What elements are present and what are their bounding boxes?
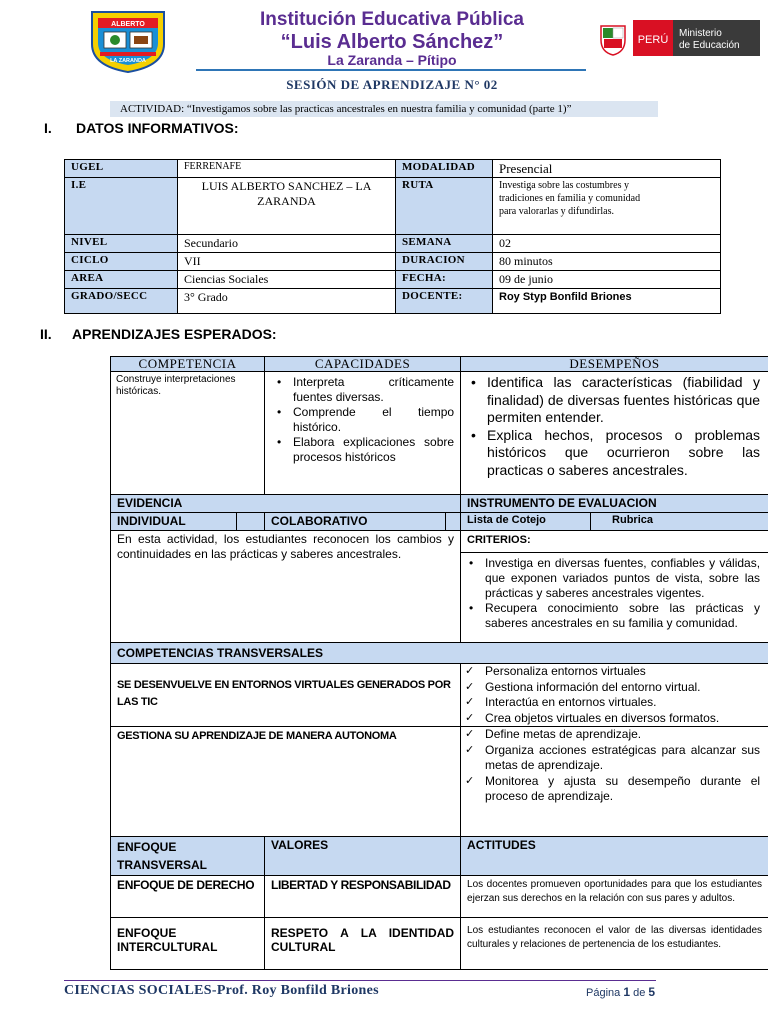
ie-label: I.E	[65, 178, 178, 235]
capacidades-list	[269, 375, 454, 465]
ministry-country: PERÚ	[637, 34, 669, 46]
rubrica-label: Rubrica	[591, 513, 768, 531]
evidencia-row	[111, 495, 768, 513]
modalidad-value: Presencial	[493, 160, 721, 178]
modalidad-label: MODALIDAD	[396, 160, 493, 178]
list-item: • Investiga en diversas fuentes, confiables y válidas, que exponen variados puntos de vista, sobre las prácticas y saberes ancestrales vigentes.	[461, 556, 760, 601]
docente-label: DOCENTE:	[396, 289, 493, 314]
autonoma-competencia: GESTIONA SU APRENDIZAJE DE MANERA AUTONOMA	[111, 727, 461, 837]
institution-place: La Zaranda – Pítipo	[327, 52, 457, 68]
duracion-label: DURACION	[396, 253, 493, 271]
list-item: ✓ Define metas de aprendizaje.	[461, 727, 760, 743]
ie-value: LUIS ALBERTO SANCHEZ – LA ZARANDA	[178, 178, 396, 235]
page-word: Página	[586, 987, 621, 999]
section-2-number: II.	[40, 326, 52, 342]
tic-list	[461, 664, 760, 726]
enfoque-actitud: Los docentes promueven oportunidades para que los estudiantes ejerzan sus derechos en la relación con sus pares y adultos.	[461, 876, 768, 918]
nivel-value: Secundario	[178, 235, 396, 253]
ministry-logo	[597, 20, 760, 56]
valores-header: VALORES	[265, 837, 461, 876]
area-value: Ciencias Sociales	[178, 271, 396, 289]
learning-content-row	[111, 372, 768, 495]
logo-text-top: ALBERTO	[111, 21, 145, 28]
list-item: • Recupera conocimiento sobre las prácticas y saberes ancestrales en su familia y comunidad.	[461, 601, 760, 631]
enfoque-header: ENFOQUE TRANSVERSAL	[111, 837, 265, 876]
list-item: ✓ Gestiona información del entorno virtual.	[461, 680, 760, 696]
capacidades-header: CAPACIDADES	[265, 357, 461, 372]
enfoque-name: ENFOQUE INTERCULTURAL	[111, 918, 265, 970]
page-number	[586, 985, 655, 999]
institution-type: Institución Educativa Pública	[260, 9, 524, 30]
evidencia-subheader-row	[111, 513, 768, 531]
list-item: • Elabora explicaciones sobre procesos históricos	[269, 435, 454, 465]
desempenos-header: DESEMPEÑOS	[461, 357, 768, 372]
instrumento-header: INSTRUMENTO DE EVALUACION	[461, 495, 768, 513]
list-item: ✓ Organiza acciones estratégicas para alcanzar sus metas de aprendizaje.	[461, 743, 760, 774]
info-row	[65, 235, 721, 253]
info-row	[65, 253, 721, 271]
semana-value: 02	[493, 235, 721, 253]
info-table	[64, 159, 721, 314]
grado-value: 3° Grado	[178, 289, 396, 314]
grado-label: GRADO/SECC	[65, 289, 178, 314]
page-of-word: de	[633, 987, 646, 999]
info-row	[65, 178, 721, 235]
enfoque-name: ENFOQUE DE DERECHO	[111, 876, 265, 918]
enfoque-row	[111, 918, 768, 970]
ministry-name-1: Ministerio	[679, 28, 722, 39]
info-row	[65, 289, 721, 314]
enfoque-valor: RESPETO A LA IDENTIDAD CULTURAL	[265, 918, 461, 970]
semana-label: SEMANA	[396, 235, 493, 253]
enfoque-header-row	[111, 837, 768, 876]
criterios-header-row	[111, 531, 768, 553]
list-item: ✓ Monitorea y ajusta su desempeño durante el proceso de aprendizaje.	[461, 774, 760, 805]
page-current: 1	[623, 985, 631, 999]
colaborativo-box	[446, 513, 461, 531]
area-label: AREA	[65, 271, 178, 289]
transversales-header-row	[111, 643, 768, 664]
enfoque-row	[111, 876, 768, 918]
transversal-row	[111, 664, 768, 727]
enfoque-valor: LIBERTAD Y RESPONSABILIDAD	[265, 876, 461, 918]
list-item: • Comprende el tiempo histórico.	[269, 405, 454, 435]
info-row	[65, 271, 721, 289]
section-1-label: DATOS INFORMATIVOS:	[76, 120, 239, 136]
ciclo-label: CICLO	[65, 253, 178, 271]
page-total: 5	[648, 985, 656, 999]
institution-name: “Luis Alberto Sánchez”	[280, 31, 504, 53]
learning-header-row	[111, 357, 768, 372]
lista-cotejo-label: Lista de Cotejo	[461, 513, 591, 531]
list-item: ✓ Personaliza entornos virtuales	[461, 664, 760, 680]
nivel-label: NIVEL	[65, 235, 178, 253]
ugel-label: UGEL	[65, 160, 178, 178]
competencia-header: COMPETENCIA	[111, 357, 265, 372]
learning-table	[110, 356, 768, 970]
list-item: • Interpreta críticamente fuentes diversas.	[269, 375, 454, 405]
list-item: • Identifica las características (fiabilidad y finalidad) de diversas fuentes históricas que permiten entender.	[463, 374, 760, 427]
fecha-label: FECHA:	[396, 271, 493, 289]
ministry-name-2: de Educación	[679, 40, 740, 51]
individual-header: INDIVIDUAL	[111, 513, 237, 531]
actitudes-header: ACTITUDES	[461, 837, 768, 876]
tic-competencia: SE DESENVUELVE EN ENTORNOS VIRTUALES GENERADOS POR LAS TIC	[111, 664, 461, 727]
criterios-label: CRITERIOS:	[461, 531, 768, 553]
logo-text-bottom: LA ZARANDA	[110, 58, 146, 64]
autonoma-list	[461, 727, 760, 805]
ruta-value: Investiga sobre las costumbres y tradiciones en familia y comunidad para valorarlas y difundirlas.	[493, 178, 721, 235]
ruta-label: RUTA	[396, 178, 493, 235]
footer-author: CIENCIAS SOCIALES-Prof. Roy Bonfild Briones	[64, 983, 379, 998]
header-rule	[196, 69, 586, 71]
section-2-label: APRENDIZAJES ESPERADOS:	[72, 326, 277, 342]
fecha-value: 09 de junio	[493, 271, 721, 289]
info-row	[65, 160, 721, 178]
peru-shield-icon	[601, 26, 625, 55]
competencia-value: Construye interpretaciones históricas.	[111, 372, 265, 495]
colaborativo-header: COLABORATIVO	[265, 513, 446, 531]
individual-box	[237, 513, 265, 531]
enfoque-actitud: Los estudiantes reconocen el valor de las diversas identidades culturales y relaciones de pertenencia de los estudiantes.	[461, 918, 768, 970]
list-item: ✓ Interactúa en entornos virtuales.	[461, 695, 760, 711]
ugel-value: FERRENAFE	[178, 160, 396, 178]
duracion-value: 80 minutos	[493, 253, 721, 271]
docente-value: Roy Styp Bonfild Briones	[493, 289, 721, 314]
transversal-row	[111, 727, 768, 837]
transversales-header: COMPETENCIAS TRANSVERSALES	[111, 643, 768, 664]
evidencia-text: En esta actividad, los estudiantes reconocen los cambios y continuidades en las prácticas y saberes ancestrales.	[111, 531, 461, 643]
activity-banner: ACTIVIDAD: “Investigamos sobre las practicas ancestrales en nuestra familia y comunidad (parte 1)”	[110, 101, 658, 117]
list-item: ✓ Crea objetos virtuales en diversos formatos.	[461, 711, 760, 727]
desempenos-list	[463, 374, 760, 479]
footer-rule	[64, 980, 656, 981]
school-logo	[90, 10, 166, 74]
evidencia-header: EVIDENCIA	[111, 495, 461, 513]
section-1-number: I.	[44, 120, 52, 136]
section-1-title	[44, 120, 239, 136]
section-2-title	[40, 326, 277, 342]
list-item: • Explica hechos, procesos o problemas históricos que ocurrieron sobre las practicas o saberes ancestrales.	[463, 427, 760, 480]
session-title: SESIÓN DE APRENDIZAJE N° 02	[286, 77, 498, 92]
criterios-list	[461, 556, 760, 631]
ciclo-value: VII	[178, 253, 396, 271]
